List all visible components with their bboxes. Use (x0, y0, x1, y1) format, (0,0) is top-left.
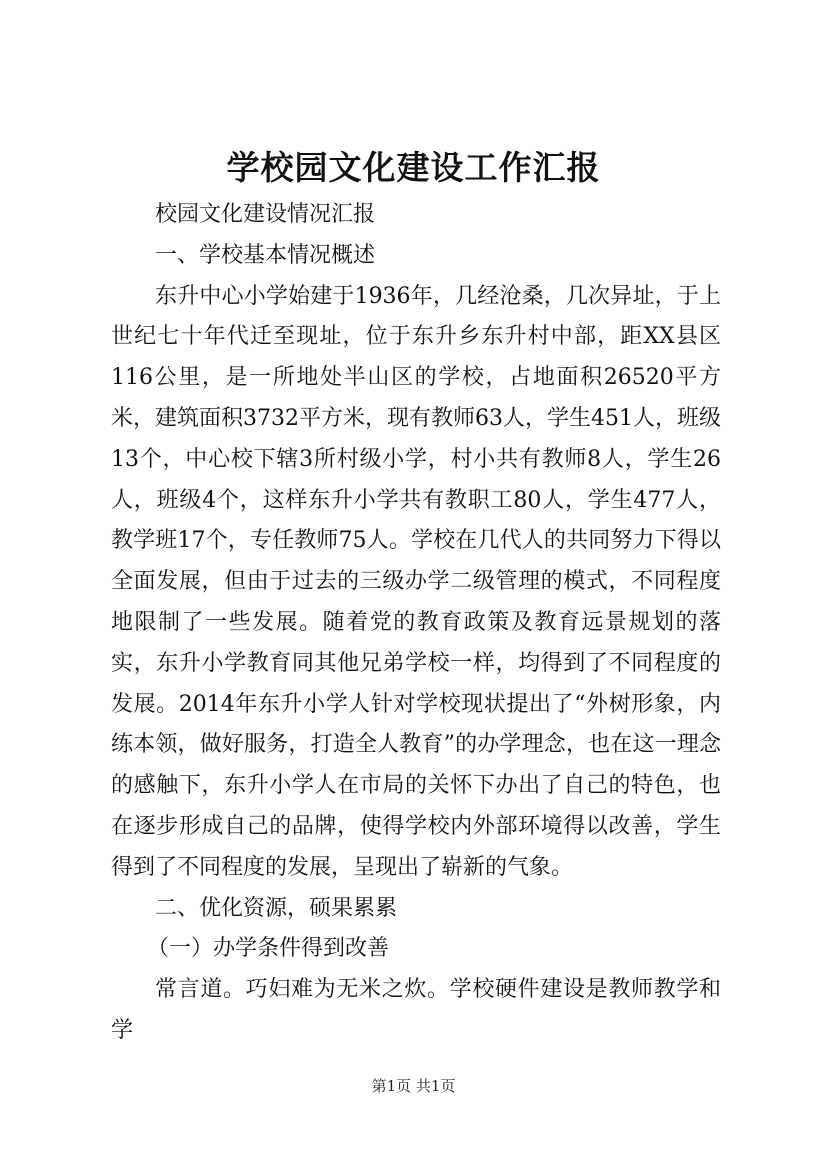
report-subtitle: 校园文化建设情况汇报 (155, 202, 376, 227)
document-title: 学校园文化建设工作汇报 (226, 148, 601, 187)
page-footer: 第1页 共1页 (371, 1077, 456, 1095)
section-heading-2: 二、优化资源，硕果累累 (155, 895, 398, 921)
subsection-heading-1: （一）办学条件得到改善 (147, 936, 390, 962)
document-body (111, 195, 721, 1052)
body-paragraph: 东升中心小学始建于1936年，几经沧桑，几次异址，于上世纪七十年代迁至现址，位于东升乡东升村中部，距XX县区116公里，是一所地处半山区的学校，占地面积26520平方米，建筑面积3732平方米，现有教师63人，学生451人，班级13个，中心校下辖3所村级小学，村小共有教师8人，学生26人，班级4个，这样东升小学共有教职工80人，学生477人，教学班17个，专任教师75人。学校在几代人的共同努力下得以全面发展，但由于过去的三级办学二级管理的模式，不同程度地限制了一些发展。随着党的教育政策及教育远景规划的落实，东升小学教育同其他兄弟学校一样，均得到了不同程度的发展。2014年东升小学人针对学校现状提出了“外树形象，内练本领，做好服务，打造全人教育”的办学理念，也在这一理念的感触下，东升小学人在市局的关怀下办出了自己的特色，也在逐步形成自己的品牌，使得学校内外部环境得以改善，学生得到了不同程度的发展，呈现出了崭新的气象。 (111, 283, 721, 880)
section-heading-1: 一、学校基本情况概述 (155, 242, 376, 268)
body-paragraph: 常言道。巧妇难为无米之炊。学校硬件建设是教师教学和学 (111, 977, 721, 1043)
